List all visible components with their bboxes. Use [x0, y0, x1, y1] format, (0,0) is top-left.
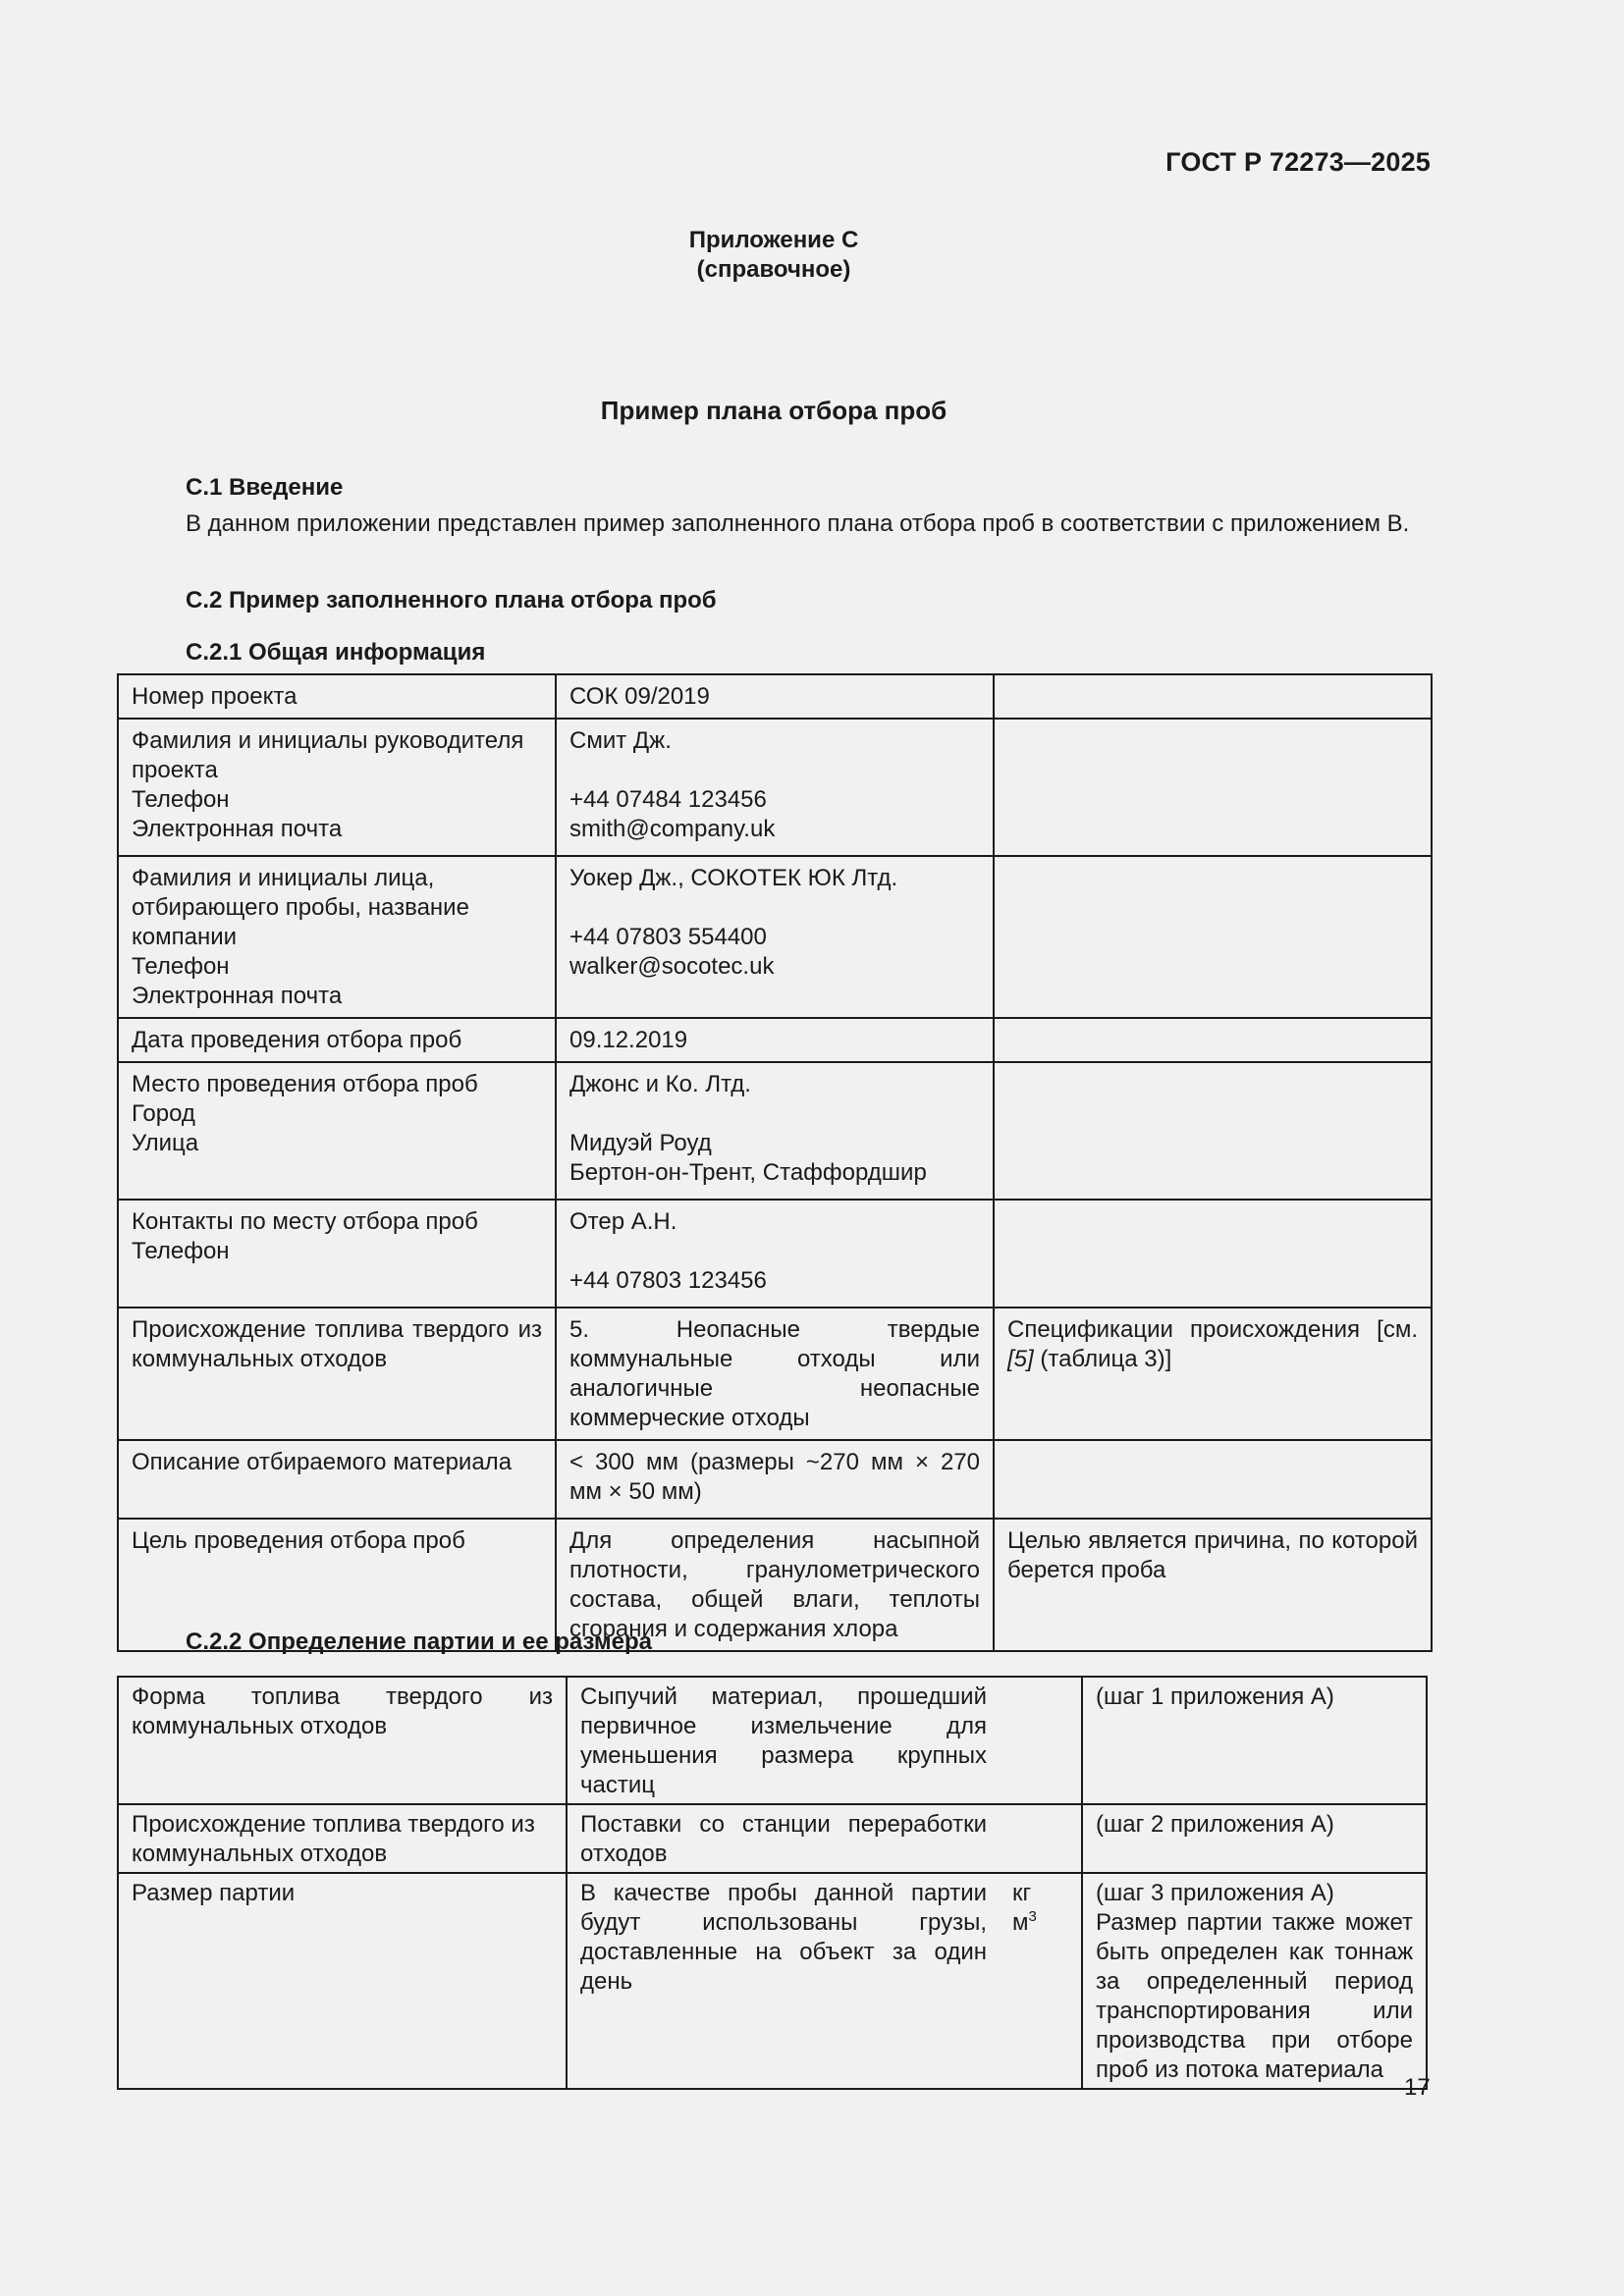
- unit-m3: $м^3$: [1012, 1908, 1037, 1936]
- table-cell: Уокер Дж., СОКОТЕК ЮК Лтд. +44 07803 554400 walker@socotec.uk: [556, 856, 994, 1018]
- table-cell: Смит Дж. +44 07484 123456 smith@company.uk: [556, 719, 994, 856]
- table-cell: Джонс и Ко. Лтд. Мидуэй Роуд Бертон-он-Трент, Стаффордшир: [556, 1062, 994, 1200]
- table-cell: Для определения насыпной плотности, гранулометрического состава, общей влаги, теплоты сгорания и содержания хлора: [556, 1519, 994, 1651]
- unit-cell: [1000, 1804, 1082, 1873]
- table-cell: Форма топлива твердого из коммунальных отходов: [118, 1677, 567, 1804]
- table-cell: Поставки со станции переработки отходов: [567, 1804, 1000, 1873]
- page-title: Пример плана отбора проб: [600, 396, 947, 425]
- table-row: [118, 856, 1432, 1018]
- table-cell: Описание отбираемого материала: [118, 1440, 556, 1519]
- table-cell: [994, 719, 1432, 856]
- table-cell: Фамилия и инициалы руководителя проекта Телефон Электронная почта: [118, 719, 556, 856]
- table-cell: [994, 1440, 1432, 1519]
- table-cell: 09.12.2019: [556, 1018, 994, 1062]
- unit-cell: [1000, 1677, 1082, 1804]
- table-cell: СОК 09/2019: [556, 674, 994, 719]
- section-c1-paragraph: В данном приложении представлен пример заполненного плана отбора проб в соответствии с приложением В.: [186, 510, 1410, 537]
- table-cell: (шаг 2 приложения А): [1082, 1804, 1427, 1873]
- table-cell: 5. Неопасные твердые коммунальные отходы или аналогичные неопасные коммерческие отходы: [556, 1308, 994, 1440]
- table-row: [118, 1308, 1432, 1440]
- table-cell: Номер проекта: [118, 674, 556, 719]
- table-cell: (шаг 1 приложения А): [1082, 1677, 1427, 1804]
- table-row: [118, 1440, 1432, 1519]
- table-cell: Сыпучий материал, прошедший первичное измельчение для уменьшения размера крупных частиц: [567, 1677, 1000, 1804]
- table-cell: Целью является причина, по которой берется проба: [994, 1519, 1432, 1651]
- page-number: 17: [1404, 2074, 1431, 2101]
- table-cell: [994, 1018, 1432, 1062]
- table-cell: Цель проведения отбора проб: [118, 1519, 556, 1651]
- unit-kg: кг: [1012, 1880, 1032, 1906]
- lot-size-note: Размер партии также может быть определен как тоннаж за определенный период транспортирования или производства при отборе проб из потока материала: [1096, 1909, 1413, 2083]
- table-row: [118, 1018, 1432, 1062]
- table-cell: Контакты по месту отбора проб Телефон: [118, 1200, 556, 1308]
- section-c1-heading: С.1 Введение: [186, 474, 344, 501]
- table-row: [118, 1062, 1432, 1200]
- table-cell: Происхождение топлива твердого из коммунальных отходов: [118, 1308, 556, 1440]
- table-cell: Место проведения отбора проб Город Улица: [118, 1062, 556, 1200]
- table-cell: Размер партии: [118, 1873, 567, 2089]
- table-cell: [1082, 1873, 1427, 2089]
- document-code: ГОСТ Р 72273—2025: [1165, 147, 1431, 177]
- table-cell: Дата проведения отбора проб: [118, 1018, 556, 1062]
- table-cell: [994, 1062, 1432, 1200]
- table-row: [118, 1873, 1427, 2089]
- unit-cell: [1000, 1873, 1082, 2089]
- section-c22-heading: С.2.2 Определение партии и ее размера: [186, 1629, 652, 1655]
- table-cell: [994, 674, 1432, 719]
- table-cell: [994, 1308, 1432, 1440]
- table-row: [118, 719, 1432, 856]
- table-cell: В качестве пробы данной партии будут использованы грузы, доставленные на объект за один день: [567, 1873, 1000, 2089]
- table-cell: [994, 856, 1432, 1018]
- table-row: [118, 674, 1432, 719]
- table-row: [118, 1200, 1432, 1308]
- lot-definition-table: [117, 1676, 1428, 2090]
- reference-link: [5]: [1007, 1346, 1034, 1372]
- table-row: [118, 1677, 1427, 1804]
- table-row: [118, 1804, 1427, 1873]
- annex-label: Приложение С: [688, 227, 859, 253]
- spec-text: Спецификации происхождения [см.: [1007, 1316, 1418, 1343]
- annex-type: (справочное): [696, 256, 851, 283]
- table-cell: Происхождение топлива твердого из коммунальных отходов: [118, 1804, 567, 1873]
- spec-text: (таблица 3)]: [1033, 1346, 1172, 1372]
- table-cell: Отер А.Н. +44 07803 123456: [556, 1200, 994, 1308]
- section-c21-heading: С.2.1 Общая информация: [186, 639, 486, 666]
- step-label: (шаг 3 приложения А): [1096, 1880, 1334, 1906]
- table-cell: [994, 1200, 1432, 1308]
- table-cell: < 300 мм (размеры ~270 мм × 270 мм × 50 мм): [556, 1440, 994, 1519]
- general-info-table: [117, 673, 1433, 1652]
- section-c2-heading: С.2 Пример заполненного плана отбора проб: [186, 587, 717, 614]
- table-cell: Фамилия и инициалы лица, отбирающего пробы, название компании Телефон Электронная почта: [118, 856, 556, 1018]
